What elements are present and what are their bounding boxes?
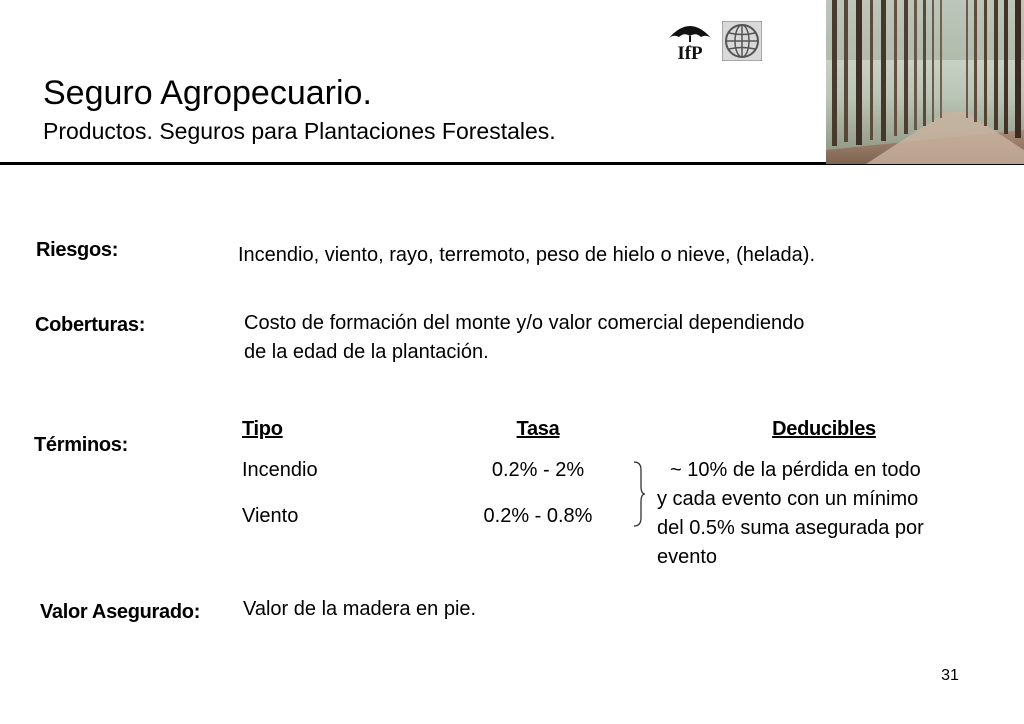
deducibles-line-3: del 0.5% suma asegurada por <box>657 517 924 539</box>
coberturas-line-2: de la edad de la plantación. <box>244 341 489 363</box>
ifp-logo-text: IfP <box>677 43 703 62</box>
deducibles-line-4: evento <box>657 546 718 568</box>
slide-subtitle: Productos. Seguros para Plantaciones Forestales. <box>43 118 556 144</box>
row-viento-tasa: 0.2% - 0.8% <box>483 505 593 527</box>
riesgos-text: Incendio, viento, rayo, terremoto, peso de hielo o nieve, (helada). <box>238 244 816 266</box>
column-header-tasa: Tasa <box>516 418 560 440</box>
valor-asegurado-text: Valor de la madera en pie. <box>243 598 477 620</box>
page-number: 31 <box>941 667 959 684</box>
column-header-deducibles: Deducibles <box>772 418 876 440</box>
riesgos-label: Riesgos: <box>36 239 119 261</box>
deducibles-line-1: ~ 10% de la pérdida en todo <box>670 459 921 481</box>
ifp-umbrella-logo <box>666 20 714 62</box>
row-incendio-tipo: Incendio <box>242 459 318 481</box>
column-header-tipo: Tipo <box>242 418 283 440</box>
world-bank-globe-logo <box>722 21 762 61</box>
row-incendio-tasa: 0.2% - 2% <box>491 459 585 481</box>
terminos-label: Términos: <box>34 434 128 456</box>
slide-title: Seguro Agropecuario. <box>43 74 372 112</box>
deducibles-line-2: y cada evento con un mínimo <box>657 488 919 510</box>
forest-plantation-photo <box>826 0 1024 164</box>
valor-asegurado-label: Valor Asegurado: <box>40 601 201 623</box>
grouping-brace <box>630 460 646 528</box>
coberturas-line-1: Costo de formación del monte y/o valor comercial dependiendo <box>244 312 805 334</box>
row-viento-tipo: Viento <box>242 505 299 527</box>
coberturas-label: Coberturas: <box>35 314 146 336</box>
